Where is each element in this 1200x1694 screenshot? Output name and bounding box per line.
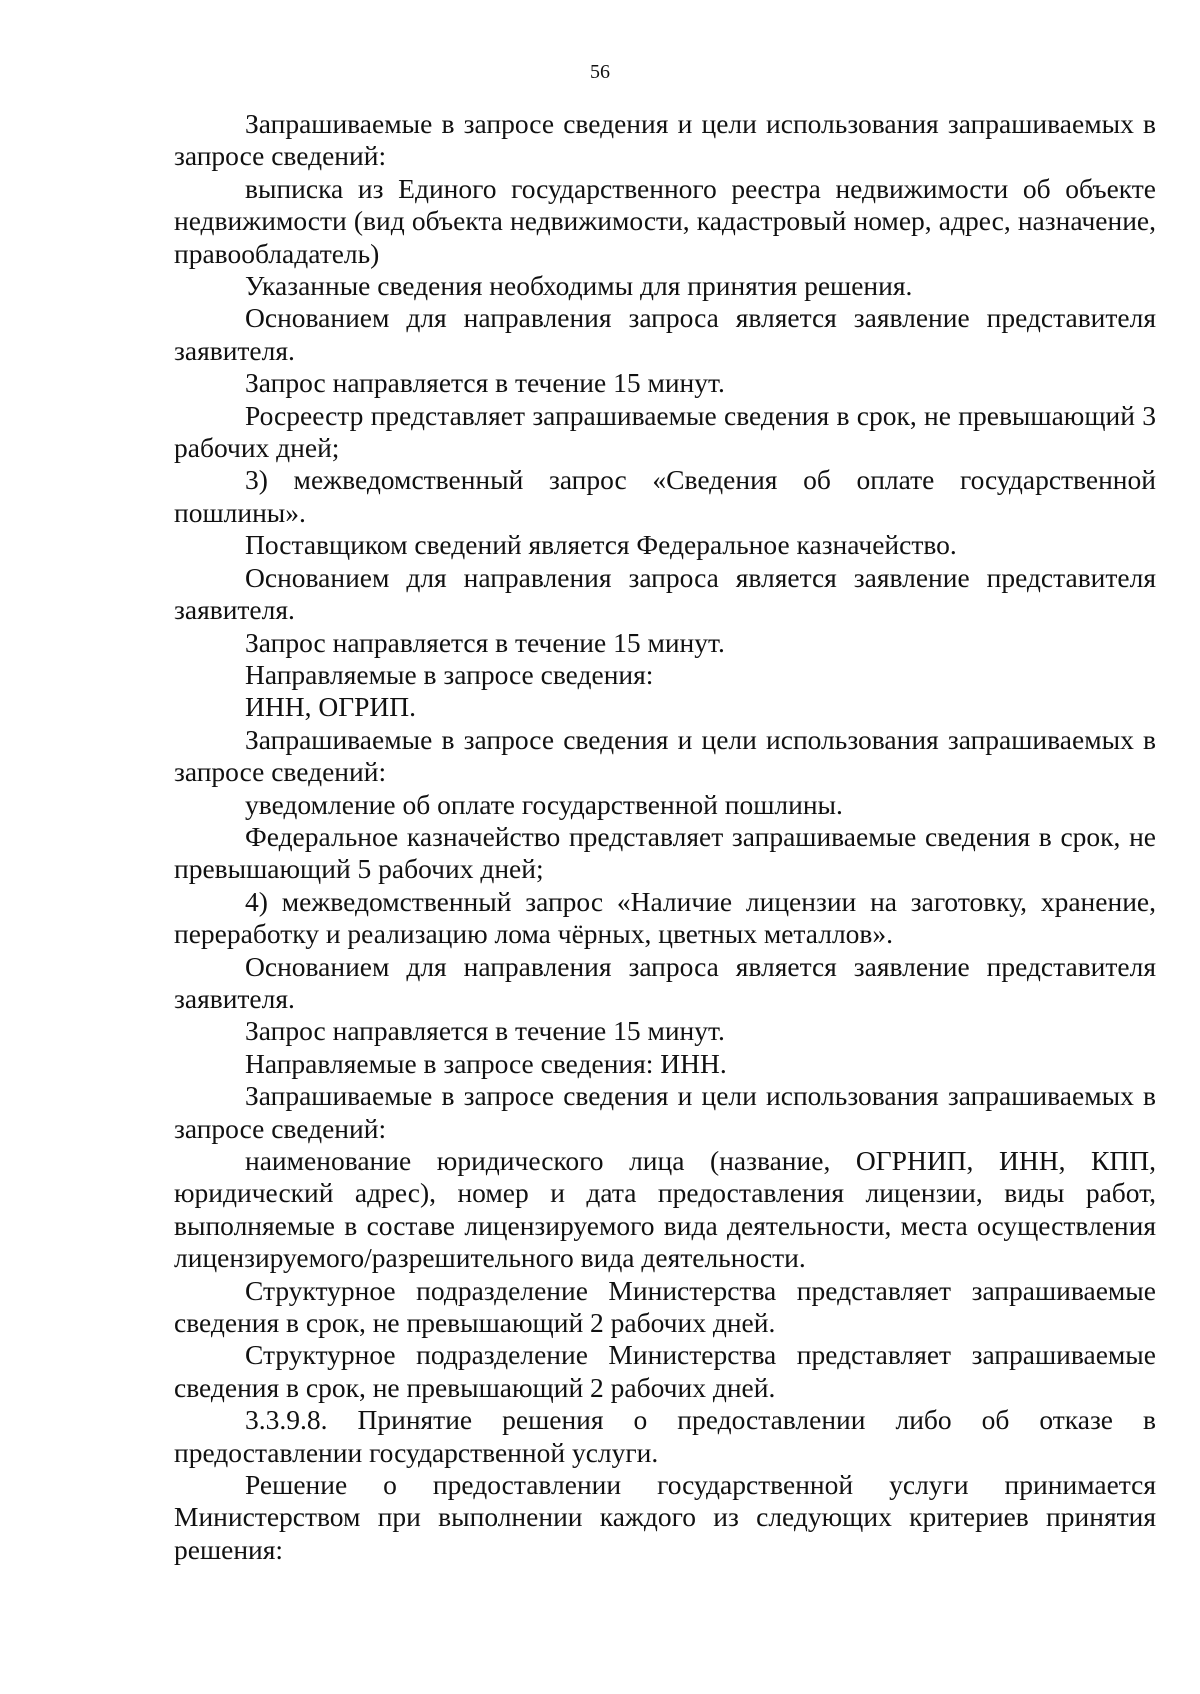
paragraph: наименование юридического лица (название, ОГРНИП, ИНН, КПП, юридический адрес), номер и дата предоставления лицензии, виды работ, выполняемые в составе лицензируемого вида деятельности, места осуществления лицензируемого/разрешительного вида деятельности. bbox=[174, 1145, 1156, 1274]
paragraph: Федеральное казначейство представляет запрашиваемые сведения в срок, не превышающий 5 рабочих дней; bbox=[174, 820, 1156, 885]
paragraph: Запрос направляется в течение 15 минут. bbox=[245, 626, 725, 658]
paragraph: Структурное подразделение Министерства представляет запрашиваемые сведения в срок, не превышающий 2 рабочих дней. bbox=[174, 1274, 1156, 1339]
paragraph: Основанием для направления запроса является заявление представителя заявителя. bbox=[174, 302, 1156, 366]
paragraph: Основанием для направления запроса является заявление представителя заявителя. bbox=[174, 561, 1156, 626]
paragraph: 3.3.9.8. Принятие решения о предоставлении либо об отказе в предоставлении государственной услуги. bbox=[174, 1404, 1156, 1468]
paragraph: выписка из Единого государственного реестра недвижимости об объекте недвижимости (вид объекта недвижимости, кадастровый номер, адрес, назначение, правообладатель) bbox=[174, 172, 1156, 269]
paragraph: Указанные сведения необходимы для принятия решения. bbox=[245, 270, 913, 302]
paragraph: Росреестр представляет запрашиваемые сведения в срок, не превышающий 3 рабочих дней; bbox=[174, 399, 1156, 464]
paragraph: Решение о предоставлении государственной услуги принимается Министерством при выполнении каждого из следующих критериев принятия решения: bbox=[174, 1469, 1156, 1565]
paragraph: уведомление об оплате государственной пошлины. bbox=[245, 788, 843, 820]
paragraph: Запрос направляется в течение 15 минут. bbox=[245, 1015, 725, 1047]
paragraph: 4) межведомственный запрос «Наличие лицензии на заготовку, хранение, переработку и реализацию лома чёрных, цветных металлов». bbox=[174, 885, 1156, 950]
document-body bbox=[174, 108, 1156, 1566]
paragraph: Направляемые в запросе сведения: ИНН. bbox=[245, 1047, 727, 1079]
paragraph: Структурное подразделение Министерства представляет запрашиваемые сведения в срок, не превышающий 2 рабочих дней. bbox=[174, 1339, 1156, 1403]
paragraph: ИНН, ОГРИП. bbox=[245, 691, 416, 723]
paragraph: Запрашиваемые в запросе сведения и цели использования запрашиваемых в запросе сведений: bbox=[174, 108, 1156, 172]
paragraph: Направляемые в запросе сведения: bbox=[245, 658, 654, 690]
paragraph: Поставщиком сведений является Федеральное казначейство. bbox=[245, 529, 957, 561]
paragraph: Запрос направляется в течение 15 минут. bbox=[245, 367, 725, 399]
page-number: 56 bbox=[590, 61, 610, 83]
paragraph: Основанием для направления запроса является заявление представителя заявителя. bbox=[174, 950, 1156, 1014]
paragraph: 3) межведомственный запрос «Сведения об оплате государственной пошлины». bbox=[174, 464, 1156, 528]
paragraph: Запрашиваемые в запросе сведения и цели использования запрашиваемых в запросе сведений: bbox=[174, 1080, 1156, 1144]
paragraph: Запрашиваемые в запросе сведения и цели использования запрашиваемых в запросе сведений: bbox=[174, 723, 1156, 788]
